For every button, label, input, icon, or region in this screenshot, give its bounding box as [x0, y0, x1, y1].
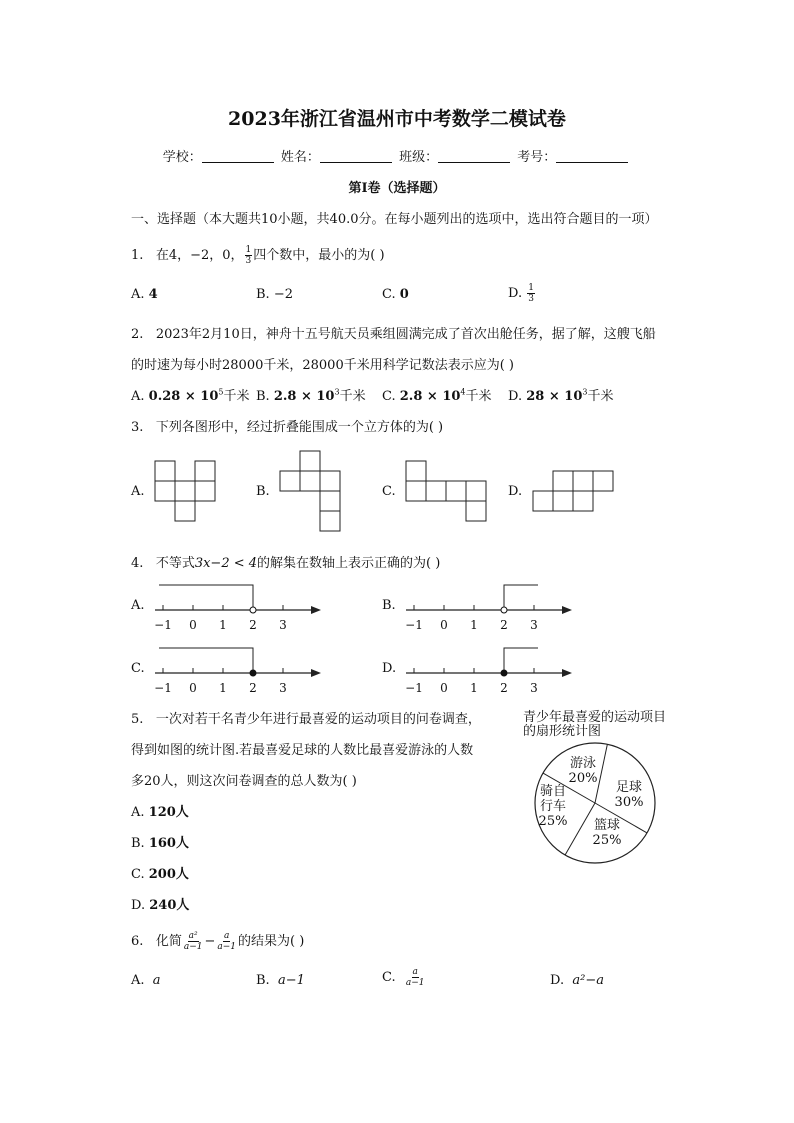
solution-ray	[504, 585, 538, 606]
q5-d-value: 240人	[149, 898, 190, 913]
slice-label: 骑自	[539, 784, 567, 799]
q5-option-d[interactable]	[131, 894, 189, 913]
q6-option-d[interactable]	[550, 973, 604, 988]
number-line-a	[154, 585, 321, 632]
q5-a-letter: A.	[131, 805, 145, 820]
q4-inequality: 3x−2 < 4	[194, 556, 258, 571]
name-label: 姓名：	[280, 150, 320, 165]
pie-chart-title-2: 的扇形统计图	[523, 724, 602, 739]
arrow-icon	[562, 606, 572, 614]
tick-label: 3	[279, 618, 287, 632]
q2-c-exp: 4	[460, 387, 466, 397]
q5-d-letter: D.	[131, 898, 146, 913]
q2-c-mantissa: 2.8 × 10	[399, 389, 461, 404]
number-lines	[0, 570, 794, 700]
q6-fraction-1	[183, 931, 204, 952]
q2-d-unit: 千米	[587, 389, 614, 404]
slice-label: 游泳	[569, 756, 597, 771]
q3-option-b-label[interactable]: B.	[256, 484, 270, 499]
solution-ray	[159, 585, 253, 606]
q5-a-value: 120人	[148, 805, 189, 820]
q3-option-a-label[interactable]: A.	[131, 484, 145, 499]
q5-option-c[interactable]	[131, 863, 189, 882]
tick-label: −1	[405, 681, 423, 695]
slice-percent: 30%	[614, 795, 644, 810]
solution-ray	[504, 648, 538, 669]
tick-label: 0	[440, 681, 448, 695]
q2-c-unit: 千米	[465, 389, 492, 404]
tick-label: 3	[279, 681, 287, 695]
question-5-line-3: 多20人，则这次问卷调查的总人数为( )	[131, 774, 357, 789]
q6-d-letter: D.	[550, 973, 565, 988]
q5-b-value: 160人	[148, 836, 189, 851]
q6-a-value: a	[152, 973, 161, 988]
q4-option-d-label[interactable]: D.	[382, 661, 397, 676]
q6-b-value: a−1	[277, 973, 305, 988]
open-point	[501, 607, 507, 613]
q2-c-letter: C.	[382, 389, 396, 404]
number-line-c	[154, 648, 321, 695]
q4-stem-pre: 不等式	[155, 556, 195, 571]
q2-number: 2.	[131, 327, 144, 342]
slice-label: 足球	[615, 780, 643, 795]
question-4	[131, 552, 440, 571]
q6-stem-post: 的结果为( )	[238, 934, 305, 949]
q6-c-num: a	[412, 967, 418, 977]
pie-chart-title-1: 青少年最喜爱的运动项目	[523, 710, 667, 725]
tick-label: 2	[500, 681, 508, 695]
q2-d-letter: D.	[508, 389, 523, 404]
q1-d-num: 1	[528, 283, 534, 293]
number-line-b	[405, 585, 572, 632]
q3-option-d-label[interactable]: D.	[508, 484, 523, 499]
q6-number: 6.	[131, 934, 144, 949]
question-5-line-1	[131, 708, 481, 727]
tick-label: 3	[530, 681, 538, 695]
arrow-icon	[311, 606, 321, 614]
slice-boundary	[565, 803, 595, 855]
solid-point	[501, 670, 507, 676]
number-label: 考号：	[517, 150, 557, 165]
section-title: 第I卷（选择题）	[348, 181, 446, 196]
q2-a-mantissa: 0.28 × 10	[148, 389, 219, 404]
q6-d-value: a²−a	[572, 973, 604, 988]
tick-label: −1	[154, 618, 172, 632]
q2-stem-1: 2023年2月10日，神舟十五号航天员乘组圆满完成了首次出舱任务，据了解，这艘飞船	[155, 327, 656, 342]
q6-stem-pre: 化简	[155, 934, 182, 949]
solution-ray	[159, 648, 253, 669]
q4-option-c-label[interactable]: C.	[131, 661, 145, 676]
q6-option-c[interactable]	[382, 967, 427, 988]
q1-a-letter: A.	[131, 287, 145, 302]
q5-stem-1: 一次对若干名青少年进行最喜爱的运动项目的问卷调查，	[155, 712, 481, 727]
q1-frac-num: 1	[245, 245, 252, 255]
part-heading: 一、选择题（本大题共10小题，共40.0分。在每小题列出的选项中，选出符合题目的一项）	[131, 212, 658, 227]
slice-percent: 25%	[538, 814, 568, 829]
q4-option-a-label[interactable]: A.	[131, 598, 145, 613]
q6-c-den: a−1	[405, 978, 425, 988]
q1-c-value: 0	[399, 287, 409, 302]
tick-label: 1	[219, 681, 227, 695]
q2-d-exp: 3	[582, 387, 588, 397]
q6-f1-num: a²	[188, 931, 198, 941]
q2-d-mantissa: 28 × 10	[526, 389, 583, 404]
net-a-figure[interactable]	[155, 461, 215, 521]
q2-b-letter: B.	[256, 389, 270, 404]
number-line-d	[405, 648, 572, 695]
q1-c-letter: C.	[382, 287, 396, 302]
page-title: 2023年浙江省温州市中考数学二模试卷	[228, 108, 566, 130]
q6-fraction-2	[216, 931, 237, 952]
q1-number: 1.	[131, 248, 144, 263]
q6-c-letter: C.	[382, 970, 396, 985]
arrow-icon	[562, 669, 572, 677]
q6-c-fraction	[405, 967, 426, 988]
school-label: 学校：	[162, 150, 202, 165]
q2-b-mantissa: 2.8 × 10	[273, 389, 335, 404]
q2-b-unit: 千米	[339, 389, 366, 404]
q2-a-exp: 5	[218, 387, 224, 397]
q1-stem-post: 四个数中，最小的为( )	[253, 248, 385, 263]
pie-chart	[515, 705, 715, 865]
q6-option-b[interactable]	[256, 973, 305, 988]
q5-option-b[interactable]	[131, 832, 189, 851]
net-d-figure[interactable]	[533, 471, 613, 511]
tick-label: 0	[189, 681, 197, 695]
q4-stem-post: 的解集在数轴上表示正确的为( )	[257, 556, 441, 571]
open-point	[250, 607, 256, 613]
q1-b-value: −2	[273, 287, 293, 302]
question-5-line-2: 得到如图的统计图.若最喜爱足球的人数比最喜爱游泳的人数	[131, 743, 474, 758]
slice-label: 行车	[539, 799, 567, 814]
tick-label: 1	[470, 618, 478, 632]
q6-b-letter: B.	[256, 973, 270, 988]
q5-b-letter: B.	[131, 836, 145, 851]
q2-b-exp: 3	[334, 387, 340, 397]
q6-minus: −	[204, 934, 216, 949]
question-6	[131, 930, 304, 952]
tick-label: 2	[249, 681, 257, 695]
q5-option-a[interactable]	[131, 801, 189, 820]
tick-label: 2	[500, 618, 508, 632]
q5-c-value: 200人	[148, 867, 189, 882]
q3-stem: 下列各图形中，经过折叠能围成一个立方体的为( )	[155, 420, 444, 435]
q1-frac-den: 3	[245, 256, 252, 266]
q5-number: 5.	[131, 712, 144, 727]
arrow-icon	[311, 669, 321, 677]
q2-a-letter: A.	[131, 389, 145, 404]
q4-option-b-label[interactable]: B.	[382, 598, 396, 613]
class-label: 班级：	[399, 150, 439, 165]
q6-f1-den: a−1	[183, 942, 203, 952]
cube-nets	[0, 0, 794, 540]
tick-label: 0	[189, 618, 197, 632]
question-2-line-2: 的时速为每小时28000千米，28000千米用科学记数法表示应为( )	[131, 358, 514, 373]
q4-number: 4.	[131, 556, 144, 571]
q5-c-letter: C.	[131, 867, 145, 882]
q1-b-letter: B.	[256, 287, 270, 302]
q1-d-den: 3	[528, 294, 534, 304]
slice-label: 篮球	[593, 818, 621, 833]
q2-a-unit: 千米	[223, 389, 250, 404]
solid-point	[250, 670, 256, 676]
slice-percent: 20%	[568, 771, 598, 786]
tick-label: 1	[470, 681, 478, 695]
tick-label: 2	[249, 618, 257, 632]
net-c-figure[interactable]	[406, 461, 486, 521]
q1-a-value: 4	[148, 287, 158, 302]
net-b-figure[interactable]	[280, 451, 340, 531]
q3-option-c-label[interactable]: C.	[382, 484, 396, 499]
q6-a-letter: A.	[131, 973, 145, 988]
slice-percent: 25%	[592, 833, 622, 848]
q1-d-letter: D.	[508, 286, 523, 301]
tick-label: −1	[154, 681, 172, 695]
q6-option-a[interactable]	[131, 973, 161, 988]
q6-f2-num: a	[224, 931, 230, 941]
tick-label: 1	[219, 618, 227, 632]
q3-number: 3.	[131, 420, 144, 435]
tick-label: −1	[405, 618, 423, 632]
q1-stem-pre: 在4，−2，0，	[155, 248, 244, 263]
q6-f2-den: a−1	[217, 942, 237, 952]
tick-label: 3	[530, 618, 538, 632]
tick-label: 0	[440, 618, 448, 632]
